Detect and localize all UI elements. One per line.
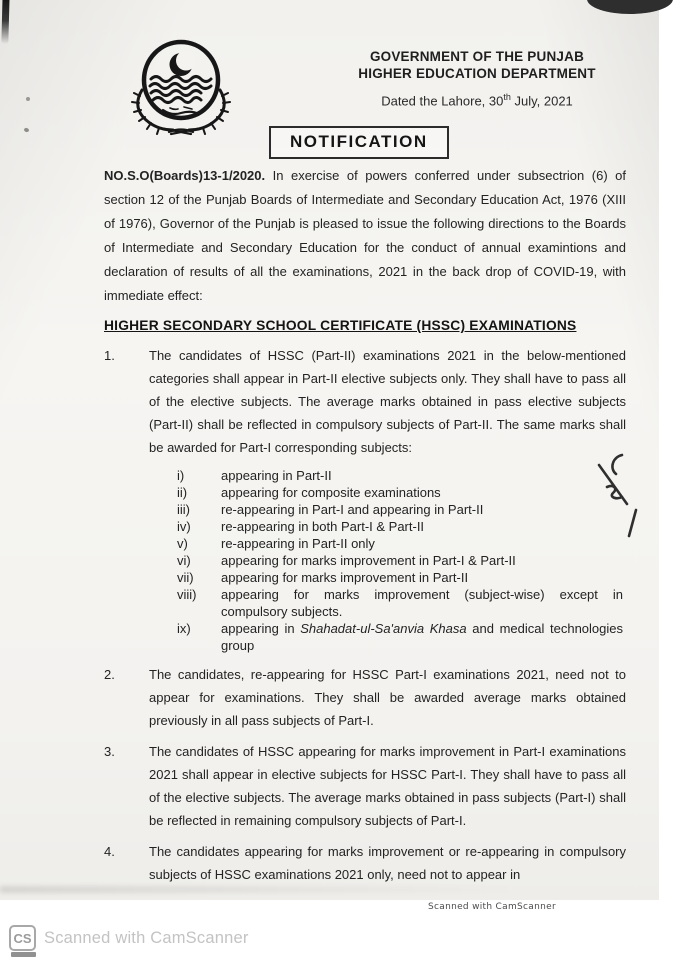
item-number: 3. [104,744,115,759]
category-sub-list [177,467,626,654]
sub-item-iv [177,518,626,535]
camscanner-page-watermark: Scanned with CamScanner [428,902,556,912]
sub-item-number: iii) [177,502,190,517]
numbered-item-1 [104,344,626,459]
punjab-government-crest-icon [126,40,236,135]
letterhead [332,48,622,108]
department-name-line1: GOVERNMENT OF THE PUNJAB [369,49,585,64]
handwritten-initials-mark [586,444,644,540]
camscanner-logo-shadow [11,952,36,957]
camscanner-logo-icon: CS [9,925,36,951]
sub-item-text: re-appearing in Part-II only [221,536,375,551]
sub-item-vii [177,569,626,586]
sub-item-ii [177,484,626,501]
camscanner-footer-bar [0,918,659,960]
item-text: The candidates of HSSC appearing for marks improvement in Part-I examinations 2021 shall appear in elective subjects for HSSC Part-I. They shall have to pass all of the elective subjects. The average marks obtained in pass subjects (Part-I) shall be reflected in remaining compulsory subjects of Part-I. [149,744,626,828]
camscanner-footer-text: Scanned with CamScanner [44,929,249,947]
numbered-item-4 [104,840,626,886]
sub-item-text: appearing for marks improvement in Part-I & Part-II [221,553,516,568]
sub-item-number: vii) [177,570,194,585]
sub-item-text-pre: appearing in [221,621,301,636]
sub-item-text: appearing for composite examinations [221,485,441,500]
sub-item-ix [177,620,626,654]
sub-item-v [177,535,626,552]
scan-artifact-top-left [1,0,9,44]
date-text-suffix: July, 2021 [510,93,573,109]
numbered-item-2 [104,663,626,732]
date-text: Dated the Lahore, 30 [381,93,504,109]
sub-item-number: ii) [177,485,188,500]
scan-speck [23,127,29,132]
sub-item-number: v) [177,536,188,551]
sub-item-text: re-appearing in both Part-I & Part-II [221,519,425,534]
sub-item-text: re-appearing in Part-I and appearing in Part-II [221,502,484,517]
intro-paragraph [104,164,626,308]
intro-text: In exercise of powers conferred under subsectrion (6) of section 12 of the Punjab Boards of Intermediate and Secondary Education Act, 1976 (XIII of 1976), Governor of the Punjab is pleased to issue the following directions to the Boards of Intermediate and Secondary Education for the conduct of annual examintions and declaration of results of all the examinations, 2021 in the back drop of COVID-19, with immediate effect: [104,168,626,303]
item-number: 2. [104,667,115,682]
item-number: 4. [104,844,115,859]
sub-item-number: vi) [177,553,191,568]
sub-item-text: appearing in Part-II [221,468,332,483]
item-text: The candidates appearing for marks improvement or re-appearing in compulsory subjects of HSSC examinations 2021 only, need not to appear in [149,844,626,882]
scan-artifact-top-right [587,0,673,14]
sub-item-viii [177,586,626,620]
date-ordinal: th [503,92,511,102]
document-body [104,164,626,894]
section-heading: HIGHER SECONDARY SCHOOL CERTIFICATE (HSSC) EXAMINATIONS [104,318,577,333]
sub-item-text: appearing for marks improvement in Part-II [221,570,469,585]
sub-item-number: viii) [177,587,197,602]
scan-speck [26,97,30,101]
sub-item-iii [177,501,626,518]
sub-item-text [221,620,623,654]
notification-title-box: NOTIFICATION [269,126,449,159]
date-line [332,92,622,108]
numbered-item-3 [104,740,626,832]
department-name-line2: HIGHER EDUCATION DEPARTMENT [358,66,596,81]
sub-item-number: i) [177,468,185,483]
sub-item-text: appearing for marks improvement (subject-wise) except in compulsory subjects. [221,587,623,619]
reference-number: NO.S.O(Boards)13-1/2020. [104,168,266,183]
item-text: The candidates, re-appearing for HSSC Part-I examinations 2021, need not to appear for examinations. They shall be awarded average marks obtained previously in all pass subjects of Part-I. [149,667,626,728]
sub-item-number: iv) [177,519,191,534]
sub-item-i [177,467,626,484]
sub-item-number: ix) [177,621,191,636]
item-text: The candidates of HSSC (Part-II) examinations 2021 in the below-mentioned categories shall appear in Part-II elective subjects only. They shall have to pass all of the elective subjects. The average marks obtained in pass elective subjects (Part-II) shall be reflected in compulsory subjects of Part-II. The same marks shall be awarded for Part-I corresponding subjects: [149,348,626,455]
sub-item-text-post: and medical technologies group [221,621,624,653]
item-number: 1. [104,348,115,363]
sub-item-text-italic: Shahadat-ul-Sa'anvia Khasa [300,621,467,636]
sub-item-vi [177,552,626,569]
